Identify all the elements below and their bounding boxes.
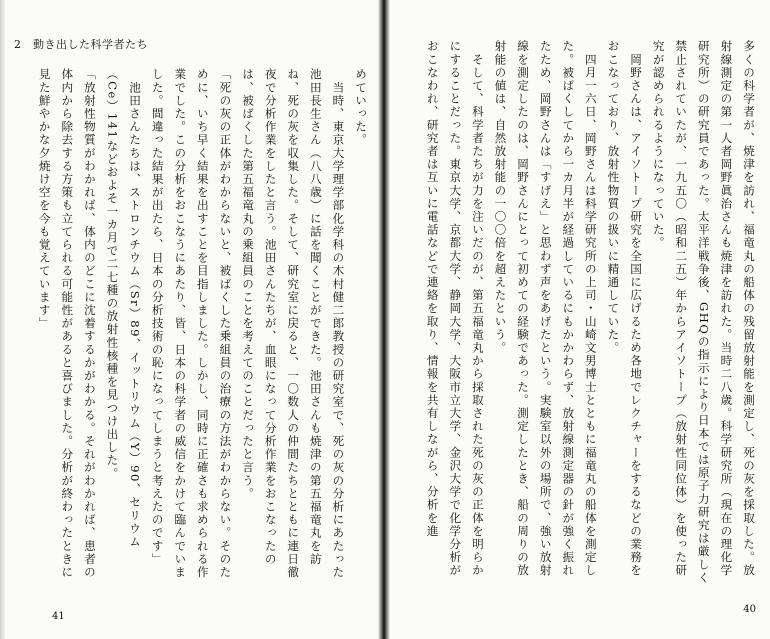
right-page-number: 40 xyxy=(743,604,756,615)
left-page-edge xyxy=(0,0,6,639)
left-page-body-text: めていった。 当時、東京大学理学部化学科の木村健二郎教授の研究室で、死の灰の分析にあたった池田長生さん（八八歳）に話を聞くことができた。池田さんも焼津の第五福竜丸を訪ね、死の灰を収集した。そして、研究室に戻ると、一〇数人の仲間たちとともに連日徹夜で分析作業をしたと言う。池田さんたちが、血眼になって分析作業をおこなったのは、被ばくした第五福竜丸の乗組員のことを考えてのことだったと言う。 「死の灰の正体がわからないと、被ばくした乗組員の治療の方法がわからない。そのために、いち早く結果を出すことを目指しました。しかし、同時に正確さも求められる作業でした。この分析をおこなうにあたり、皆、日本の科学者の威信をかけて臨んでいました。間違った結果が出たら、日本の分析技術の恥になってしまうと考えたのです」 池田さんたちは、ストロンチウム（Sr）89、イットリウム（Y）90、セリウム（Ce）141などおよそ一カ月で二七種の放射性核種を見つけ出した。 「放射性物質がわかれば、体内のどこに沈着するかがわかる。それがわかれば、患者の体内から除去する方策も立てられる可能性があると喜びました。分析が終わったときに見た鮮やかな夕焼け空を今も覚えています」 xyxy=(37,68,368,579)
running-header: 2 動き出した科学者たち xyxy=(14,38,148,51)
right-page-body-text: 多くの科学者が、焼津を訪れ、福竜丸の船体の残留放射能を測定し、死の灰を採取した。放射線測定の第一人者岡野眞治さんも焼津を訪れた。当時二八歳。科学研究所（現在の理化学研究所）の研究員であった。太平洋戦争後、GHQの指示により日本では原子力研究は厳しく禁止されていたが、一九五〇（昭和二五）年からアイソトープ（放射性同位体）を使った研究が認められるようになっていた。 岡野さんは、アイソトープ研究を全国に広げるため各地でレクチャーをするなどの業務をおこなっており、放射性物質の扱いに精通していた。 四月一六日、岡野さんは科学研究所の上司・山崎文男博士とともに福竜丸の船体を測定した。被ばくしてから一カ月半が経過しているにもかかわらず、放射線測定器の針が強く振れたため、岡野さんは「すげえ」と思わず声をあげたという。実験室以外の場所で、強い放射線を測定したのは、岡野さんにとって初めての経験であった。測定したとき、船の周りの放射能の値は、自然放射能の一〇〇倍を超えたという。 そして、科学者たちが力を注いだのが、第五福竜丸から採取された死の灰の正体を明らかにすることだった。東京大学、京都大学、静岡大学、大阪市立大学、金沢大学で化学分析がおこなわれ、研究者は互いに電話などで連絡を取り、情報を共有しながら、分析を進 xyxy=(425,40,756,585)
book-gutter xyxy=(378,0,390,639)
left-page-number: 41 xyxy=(52,611,65,622)
left-page xyxy=(0,0,382,639)
right-page xyxy=(386,0,770,639)
